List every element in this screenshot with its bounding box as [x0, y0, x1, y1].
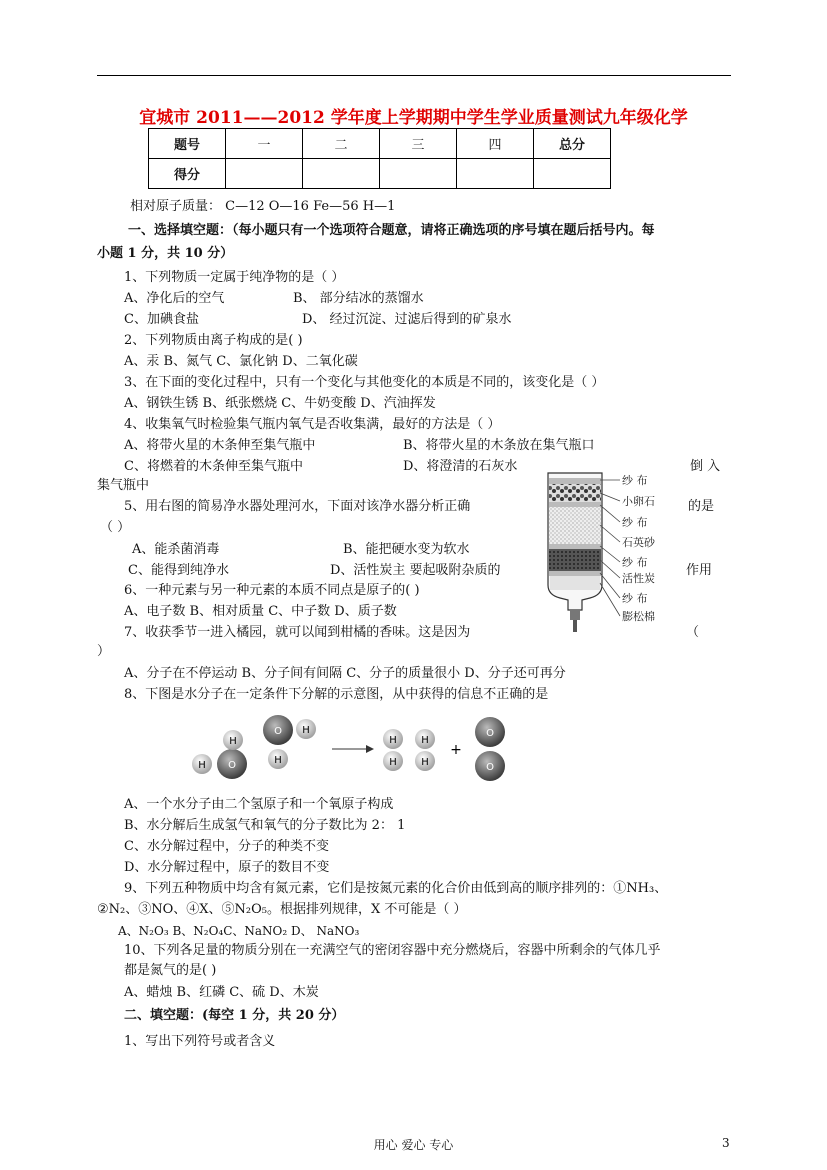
- score-input-cell[interactable]: [380, 159, 457, 189]
- filter-label: 纱 布: [622, 474, 648, 487]
- question-7: 7、收获季节一进入橘园，就可以闻到柑橘的香味。这是因为: [124, 625, 471, 640]
- section-1-heading-cont: 小题 1 分，共 10 分）: [97, 246, 234, 261]
- q5-option-b: B、能把硬水变为软水: [343, 542, 470, 557]
- page-title: 宜城市 2011——2012 学年度上学期期中学生学业质量测试九年级化学: [139, 108, 688, 128]
- q4-option-b: B、将带火星的木条放在集气瓶口: [403, 438, 595, 453]
- footer-motto: 用心 爱心 专心: [373, 1138, 454, 1152]
- q1-option-a: A、净化后的空气: [124, 291, 225, 306]
- filter-label: 活性炭: [622, 572, 655, 585]
- table-row: [149, 159, 611, 189]
- question-7-paren-close: ）: [97, 644, 111, 659]
- section-2-heading: 二、填空题：(每空 1 分，共 20 分）: [124, 1008, 345, 1023]
- table-cell: 一: [226, 129, 303, 159]
- atom-label: H: [274, 755, 282, 766]
- score-input-cell[interactable]: [303, 159, 380, 189]
- atom-label: H: [389, 735, 397, 746]
- table-cell: 得分: [149, 159, 226, 189]
- filter-label: 纱 布: [622, 592, 648, 605]
- table-row: [149, 129, 611, 159]
- q7-options: A、分子在不停运动 B、分子间有间隔 C、分子的质量很小 D、分子还可再分: [124, 666, 566, 681]
- table-cell: 总分: [534, 129, 611, 159]
- water-decomposition-figure: [185, 712, 525, 788]
- filter-label: 膨松棉: [622, 610, 655, 623]
- question-5-tail: 的是: [688, 499, 715, 514]
- question-9-cont: ②N₂、③NO、④X、⑤N₂O₅。根据排列规律，X 不可能是（ ）: [97, 902, 467, 917]
- question-5-paren: （ ）: [100, 520, 131, 535]
- section-1-heading: 一、选择填空题：（每小题只有一个选项符合题意，请将正确选项的序号填在题后括号内。每: [128, 223, 655, 238]
- table-cell: 二: [303, 129, 380, 159]
- table-cell: 题号: [149, 129, 226, 159]
- question-4: 4、收集氧气时检验集气瓶内氧气是否收集满，最好的方法是（ ）: [124, 417, 501, 432]
- q1-option-d: D、 经过沉淀、过滤后得到的矿泉水: [302, 312, 512, 327]
- q4-option-d-tail: 倒 入: [690, 459, 721, 474]
- question-6: 6、一种元素与另一种元素的本质不同点是原子的( ): [124, 583, 420, 598]
- question-2: 2、下列物质由离子构成的是( ): [124, 333, 303, 348]
- section-2-question-1: 1、写出下列符号或者含义: [124, 1034, 276, 1049]
- q4-option-c: C、将燃着的木条伸至集气瓶中: [124, 459, 303, 474]
- q1-option-c: C、加碘食盐: [124, 312, 199, 327]
- question-3: 3、在下面的变化过程中，只有一个变化与其他变化的本质是不同的，该变化是（ ）: [124, 375, 605, 390]
- q5-option-a: A、能杀菌消毒: [132, 542, 220, 557]
- question-9: 9、下列五种物质中均含有氮元素，它们是按氮元素的化合价由低到高的顺序排列的：①NH₃、: [124, 881, 668, 896]
- atom-label: O: [486, 762, 494, 773]
- q8-option-b: B、水分解后生成氢气和氧气的分子数比为 2： 1: [124, 818, 406, 833]
- q8-option-d: D、水分解过程中，原子的数目不变: [124, 860, 330, 875]
- table-cell: 四: [457, 129, 534, 159]
- plus-sign: +: [450, 742, 462, 758]
- atom-label: O: [486, 728, 494, 739]
- atom-label: H: [229, 736, 237, 747]
- q8-option-a: A、一个水分子由二个氢原子和一个氧原子构成: [124, 797, 394, 812]
- score-table: [148, 128, 611, 189]
- question-5: 5、用右图的简易净水器处理河水，下面对该净水器分析正确: [124, 499, 471, 514]
- score-input-cell[interactable]: [226, 159, 303, 189]
- water-filter-figure: [540, 470, 680, 635]
- atom-label: H: [421, 735, 429, 746]
- q2-options: A、汞 B、氮气 C、氯化钠 D、二氧化碳: [124, 354, 358, 369]
- atom-label: H: [389, 757, 397, 768]
- q6-options: A、电子数 B、相对质量 C、中子数 D、质子数: [124, 604, 397, 619]
- q8-option-c: C、水分解过程中，分子的种类不变: [124, 839, 329, 854]
- filter-label: 纱 布: [622, 516, 648, 529]
- q5-option-c: C、能得到纯净水: [128, 563, 229, 578]
- arrow-icon: [366, 745, 374, 753]
- table-cell: 三: [380, 129, 457, 159]
- atom-label: H: [302, 725, 310, 736]
- q3-options: A、钢铁生锈 B、纸张燃烧 C、牛奶变酸 D、汽油挥发: [124, 396, 436, 411]
- header-rule: [97, 75, 731, 76]
- q5-option-d-tail: 作用: [686, 563, 713, 578]
- atom-label: H: [421, 757, 429, 768]
- q10-options: A、蜡烛 B、红磷 C、硫 D、木炭: [124, 985, 319, 1000]
- atomic-mass-note: 相对原子质量： C—12 O—16 Fe—56 H—1: [130, 199, 396, 214]
- filter-label: 小卵石: [622, 495, 655, 508]
- score-input-cell[interactable]: [457, 159, 534, 189]
- question-1: 1、下列物质一定属于纯净物的是（ ）: [124, 270, 345, 285]
- q4-option-d: D、将澄清的石灰水: [403, 459, 518, 474]
- atom-label: H: [198, 760, 206, 771]
- question-10-cont: 都是氮气的是( ): [124, 963, 217, 978]
- atom-label: O: [228, 760, 236, 771]
- filter-label: 纱 布: [622, 556, 648, 569]
- q9-options: A、N₂O₃ B、N₂O₄C、NaNO₂ D、 NaNO₃: [118, 924, 360, 938]
- question-10: 10、下列各足量的物质分别在一充满空气的密闭容器中充分燃烧后，容器中所剩余的气体几乎: [124, 943, 661, 958]
- question-8: 8、下图是水分子在一定条件下分解的示意图，从中获得的信息不正确的是: [124, 687, 549, 702]
- q4-option-d-cont: 集气瓶中: [97, 478, 150, 493]
- q4-option-a: A、将带火星的木条伸至集气瓶中: [124, 438, 316, 453]
- q5-option-d: D、活性炭主 要起吸附杂质的: [330, 563, 501, 578]
- question-7-paren-open: （: [686, 625, 700, 640]
- atom-label: O: [274, 726, 282, 737]
- page-number: 3: [722, 1136, 730, 1150]
- filter-label: 石英砂: [622, 536, 655, 549]
- score-input-cell[interactable]: [534, 159, 611, 189]
- q1-option-b: B、 部分结冰的蒸馏水: [293, 291, 424, 306]
